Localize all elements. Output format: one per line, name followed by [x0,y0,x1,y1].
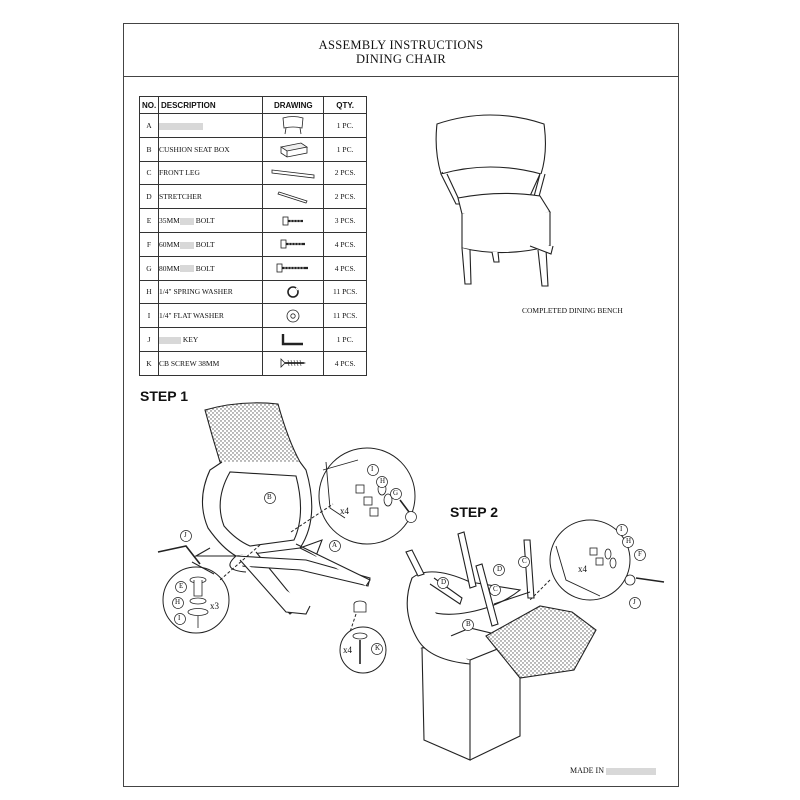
callout-j: J [633,598,636,606]
callout-k: K [375,644,381,652]
step1-heading: STEP 1 [140,388,188,404]
col-drawing: DRAWING [263,97,324,114]
callout-b: B [267,493,272,501]
part-description: KEY [158,328,262,352]
callout-j: J [184,531,187,539]
callout-g: G [393,489,399,497]
part-description: CUSHION SEAT BOX [158,137,262,161]
part-no: I [140,304,159,328]
callout-h: H [175,598,181,606]
callout-e: E [179,582,184,590]
part-no: G [140,256,159,280]
part-description: 80MM BOLT [158,256,262,280]
part-no: K [140,351,159,375]
part-description: 35MM BOLT [158,209,262,233]
washer-count: x3 [210,601,219,611]
step2-heading: STEP 2 [450,504,498,520]
part-no: E [140,209,159,233]
part-no: B [140,137,159,161]
part-no: J [140,328,159,352]
callout-d: D [497,565,503,573]
callout-c: C [522,557,527,565]
part-no: A [140,114,159,138]
part-qty: 1 PC. [324,114,367,138]
part-description: STRETCHER [158,185,262,209]
callout-b: B [466,620,471,628]
completed-label: COMPLETED DINING BENCH [522,306,623,315]
part-description: CB SCREW 38MM [158,351,262,375]
part-qty: 1 PC. [324,328,367,352]
part-description: 1/4" FLAT WASHER [158,304,262,328]
col-qty: QTY. [324,97,367,114]
part-qty: 4 PCS. [324,256,367,280]
part-no: D [140,185,159,209]
callout-h: H [380,477,386,485]
part-no: F [140,232,159,256]
callout-f: F [638,550,642,558]
part-qty: 4 PCS. [324,351,367,375]
redacted-text [606,768,656,775]
callout-a: A [332,541,338,549]
part-qty: 11 PCS. [324,280,367,304]
callout-i: I [620,525,623,533]
part-description: FRONT LEG [158,161,262,185]
callout-d: D [441,578,447,586]
part-qty: 4 PCS. [324,232,367,256]
callout-c: C [493,585,498,593]
part-description: 60MM BOLT [158,232,262,256]
document-subtitle: DINING CHAIR [355,52,447,66]
callout-i: I [178,614,181,622]
detail-count: x4 [578,564,587,574]
made-in-label: MADE IN [570,766,656,775]
part-qty: 2 PCS. [324,161,367,185]
col-description: DESCRIPTION [158,97,262,114]
part-description: 1/4" SPRING WASHER [158,280,262,304]
callout-i: I [371,465,374,473]
part-no: H [140,280,159,304]
col-no: NO. [140,97,159,114]
part-qty: 2 PCS. [324,185,367,209]
screw-count: x4 [343,645,352,655]
part-no: C [140,161,159,185]
part-qty: 1 PC. [324,137,367,161]
document-title: ASSEMBLY INSTRUCTIONS [318,38,484,52]
detail-count: x4 [340,506,349,516]
part-qty: 11 PCS. [324,304,367,328]
part-qty: 3 PCS. [324,209,367,233]
callout-h: H [626,537,632,545]
